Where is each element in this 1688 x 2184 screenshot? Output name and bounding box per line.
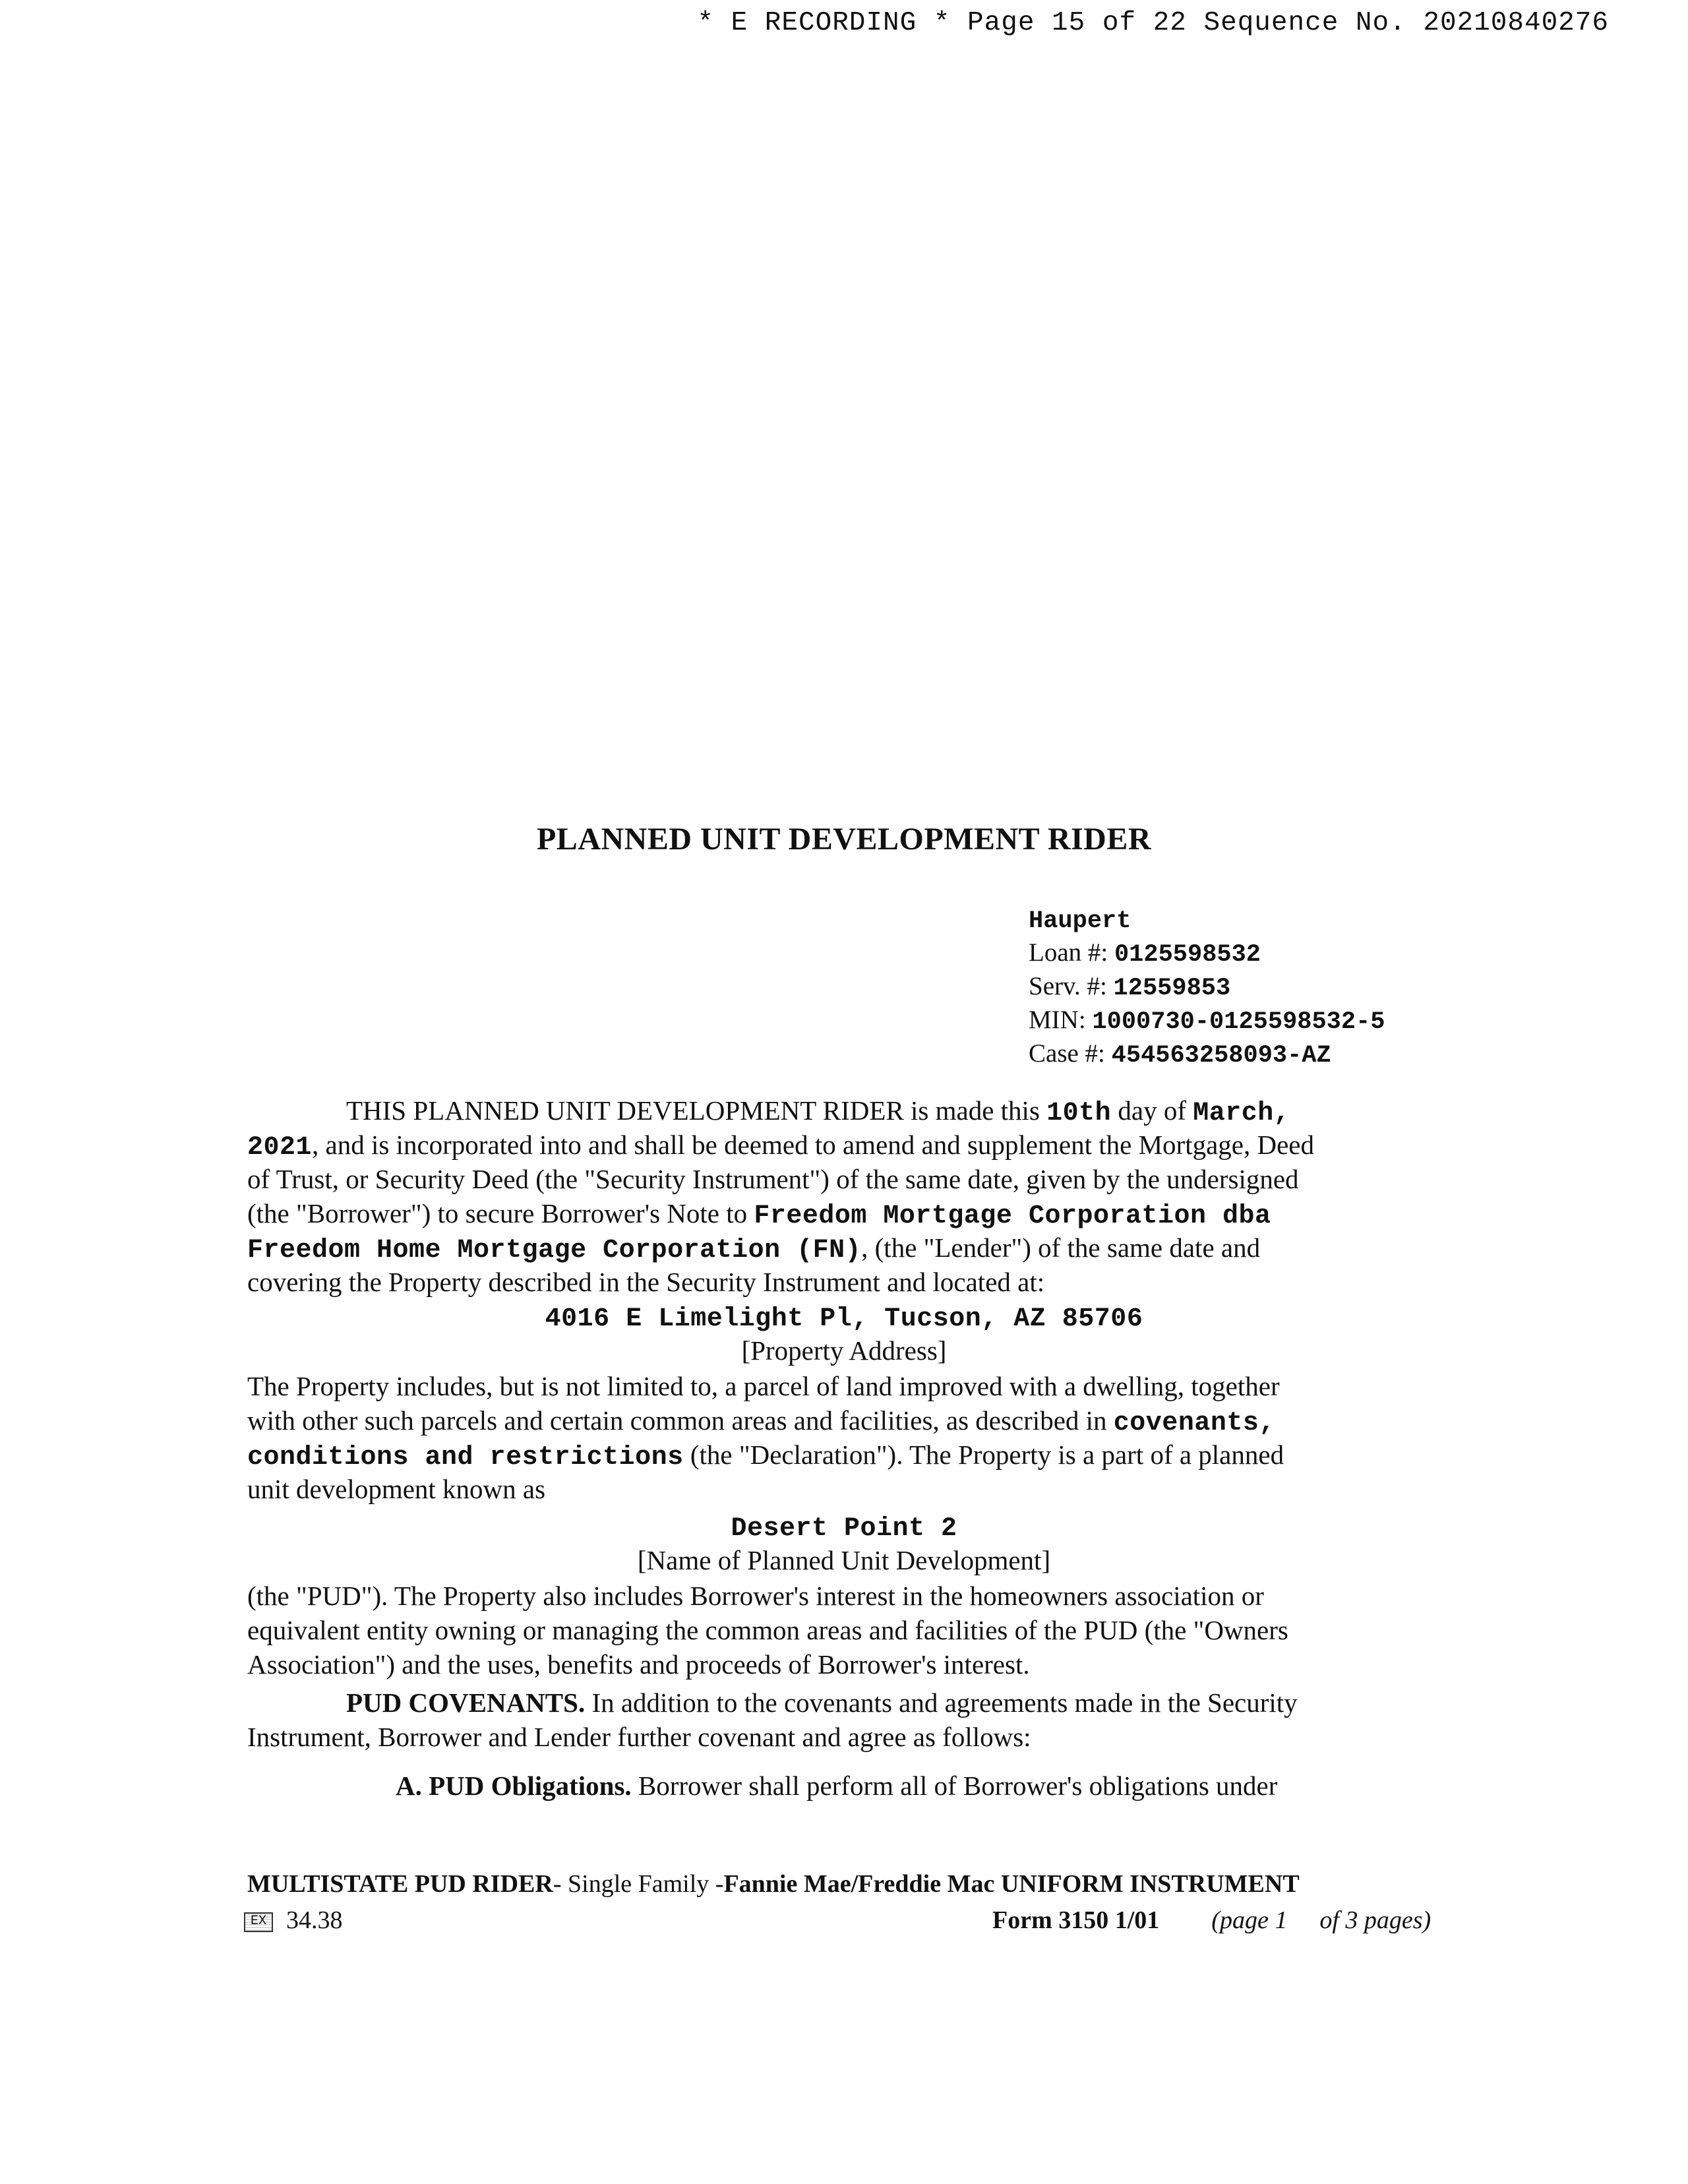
pud-name-value: Desert Point 2 [731,1514,957,1544]
obligations-text: Borrower shall perform all of Borrower's obligations under [631,1771,1278,1801]
case-number: 454563258093-AZ [1111,1042,1331,1070]
recording-header: * E RECORDING * Page 15 of 22 Sequence No. 20210840276 [697,8,1609,38]
covenants-text: In addition to the covenants and agreements made in the Security [585,1687,1298,1718]
intro-line-6: covering the Property described in the Security Instrument and located at: [247,1267,1045,1297]
intro-text: (the "Borrower") to secure Borrower's Note to [247,1198,754,1228]
serv-number: 12559853 [1113,975,1231,1002]
intro-line-1 [346,1093,1454,1131]
intro-line-4 [247,1196,1454,1234]
footer-form-title [247,1869,1300,1898]
pud-obligations [396,1769,1385,1803]
covenants-line-2: Instrument, Borrower and Lender further covenant and agree as follows: [247,1722,1031,1752]
property-address-label: [Property Address] [741,1335,947,1366]
footer-rider-type: - Single Family - [553,1870,724,1898]
pud-para-line-1: (the "PUD"). The Property also includes Borrower's interest in the homeowners association or [247,1581,1264,1611]
lender-name-part-2: Freedom Home Mortgage Corporation (FN) [247,1236,862,1265]
rider-month: March, [1193,1099,1290,1128]
property-address-value: 4016 E Limelight Pl, Tucson, AZ 85706 [545,1304,1143,1334]
declaration-name-part-1: covenants, [1113,1409,1275,1438]
pud-name-label: [Name of Planned Unit Development] [637,1545,1051,1575]
borrower-name: Haupert [1029,907,1131,935]
property-desc-text: (the "Declaration"). The Property is a part of a planned [683,1440,1284,1470]
footer-left [244,1906,343,1935]
covenants-line-1 [346,1685,1454,1720]
serv-number-label: Serv. #: [1029,972,1114,1000]
footer-rider-title: MULTISTATE PUD RIDER [247,1870,553,1898]
property-desc-line-4: unit development known as [247,1474,546,1504]
pud-para-line-2: equivalent entity owning or managing the common areas and facilities of the PUD (the "Owners [247,1615,1288,1645]
intro-line-3: of Trust, or Security Deed (the "Security Instrument") of the same date, given by the undersigned [247,1164,1299,1194]
obligations-heading: A. PUD Obligations. [396,1771,632,1801]
pud-name [0,1509,1688,1546]
loan-info-block [1029,903,1385,1072]
footer-instrument: Fannie Mae/Freddie Mac UNIFORM INSTRUMENT [723,1870,1300,1898]
intro-text: THIS PLANNED UNIT DEVELOPMENT RIDER is made this [346,1095,1047,1126]
property-desc-line-1: The Property includes, but is not limited to, a parcel of land improved with a dwelling, together [247,1371,1280,1401]
property-address [0,1299,1688,1337]
document-title: PLANNED UNIT DEVELOPMENT RIDER [536,822,1151,857]
intro-text: , (the "Lender") of the same date and [861,1232,1261,1263]
footer-page-a: (page 1 [1211,1906,1288,1934]
property-desc-text: with other such parcels and certain common areas and facilities, as described in [247,1405,1114,1436]
property-desc-line-3 [247,1438,1454,1475]
intro-text: , and is incorporated into and shall be deemed to amend and supplement the Mortgage, Deed [312,1130,1314,1160]
loan-number: 0125598532 [1114,941,1261,969]
footer-code: 34.38 [286,1906,343,1934]
footer-right [992,1906,1431,1935]
min-label: MIN: [1029,1006,1093,1034]
footer-page-b: of 3 pages) [1319,1906,1432,1934]
rider-year: 2021 [247,1133,313,1163]
intro-line-5 [247,1230,1454,1268]
loan-number-label: Loan #: [1029,938,1114,967]
footer-form-number: Form 3150 1/01 [992,1906,1160,1934]
case-number-label: Case #: [1029,1039,1112,1068]
property-desc-line-2 [247,1403,1454,1441]
pud-para-line-3: Association") and the uses, benefits and proceeds of Borrower's interest. [247,1649,1030,1680]
ex-logo-icon: EX [244,1912,273,1932]
min-number: 1000730-0125598532-5 [1092,1008,1385,1036]
covenants-heading: PUD COVENANTS. [346,1687,586,1718]
intro-text: day of [1111,1095,1193,1126]
declaration-name-part-2: conditions and restrictions [247,1443,684,1472]
rider-day: 10th [1046,1099,1112,1128]
lender-name-part-1: Freedom Mortgage Corporation dba [754,1201,1271,1231]
intro-line-2 [247,1128,1454,1165]
